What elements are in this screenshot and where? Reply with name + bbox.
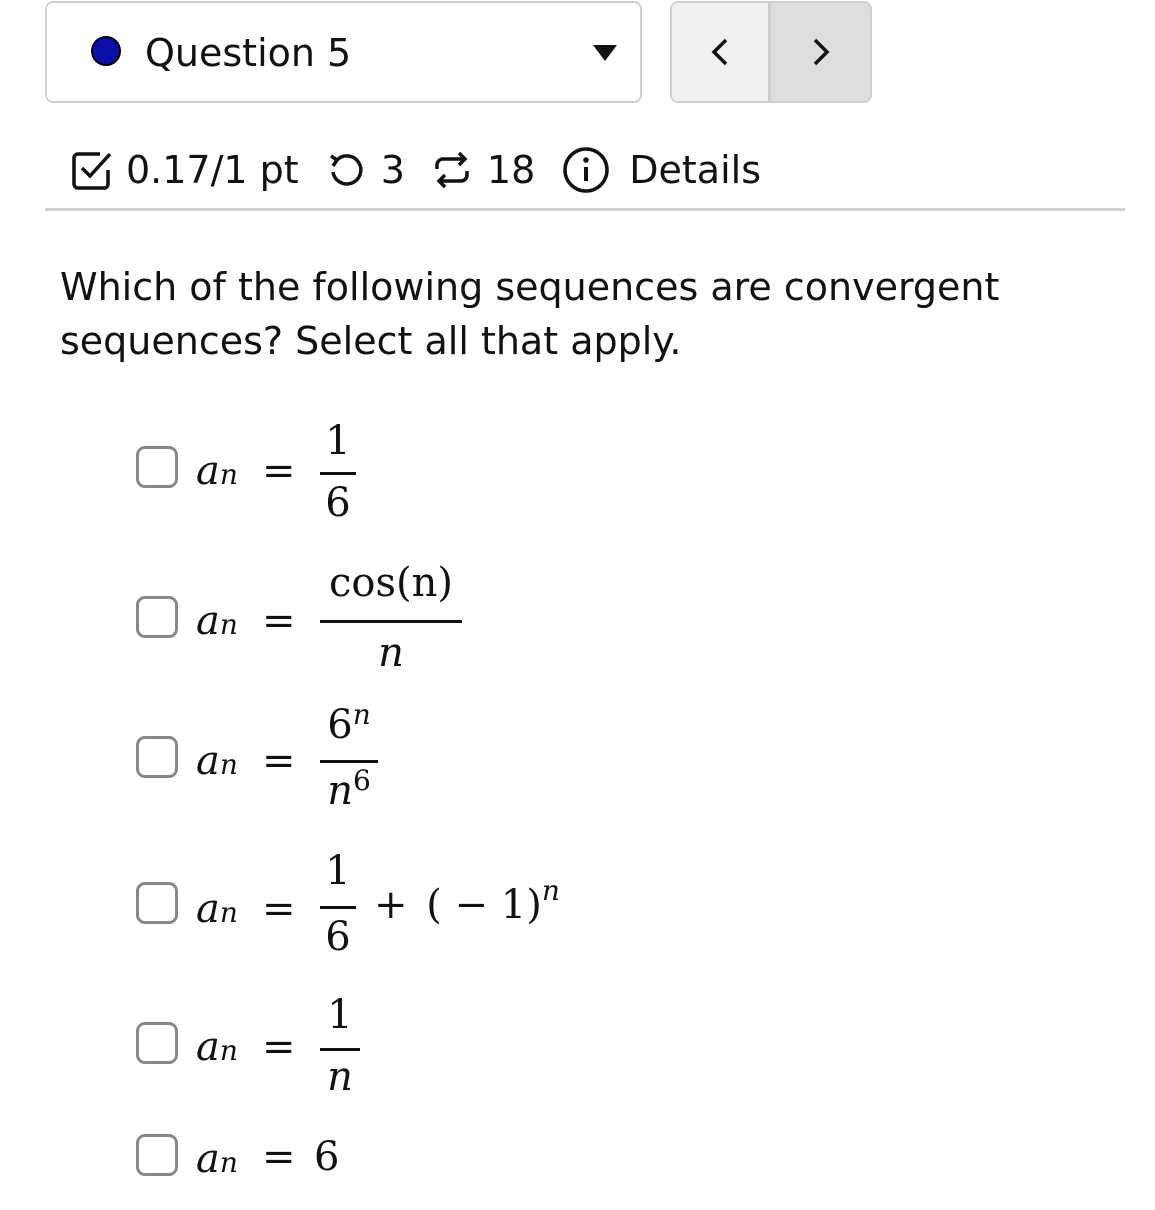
attempts-icon [431,149,473,191]
next-question-button[interactable] [771,3,870,101]
option-5[interactable] [136,992,396,1112]
option-4[interactable] [136,846,596,966]
score-text: 0.17/1 pt [126,148,299,192]
equals-sign: = [262,886,296,932]
chevron-right-icon [809,34,833,70]
option-lhs: an [196,1024,238,1070]
option-tail: + ( − 1)$^n$ [374,874,560,928]
equals-sign: = [262,598,296,644]
option-1[interactable] [136,418,396,538]
equals-sign: = [262,448,296,494]
header-divider [45,208,1125,211]
details-link[interactable]: Details [629,148,761,192]
question-meta [70,140,761,200]
option-checkbox[interactable] [136,1022,178,1064]
previous-question-button[interactable] [672,3,771,101]
equals-sign: = [262,1134,296,1180]
option-lhs: an [196,738,238,784]
question-navigation [670,1,872,103]
option-6[interactable] [136,1124,356,1194]
retries-count: 3 [380,148,405,192]
equals-sign: = [262,738,296,784]
option-value: 6 [314,1134,340,1180]
question-selector[interactable] [45,1,642,103]
option-3[interactable] [136,700,416,820]
option-lhs: an [196,598,238,644]
option-checkbox[interactable] [136,596,178,638]
option-fraction: cos(n) n [320,560,462,680]
question-label: Question 5 [145,31,352,75]
option-fraction: 1 6 [320,418,356,528]
option-lhs: an [196,1136,238,1182]
question-status-dot [91,36,121,66]
prompt-line-2: sequences? Select all that apply. [60,319,682,363]
option-checkbox[interactable] [136,882,178,924]
question-prompt [60,260,1100,368]
chevron-left-icon [708,34,732,70]
info-icon[interactable] [561,145,611,195]
option-2[interactable] [136,560,476,680]
option-checkbox[interactable] [136,1134,178,1176]
dropdown-caret-icon [593,45,617,61]
option-checkbox[interactable] [136,446,178,488]
attempts-count: 18 [486,148,536,192]
retry-icon [327,150,367,190]
option-fraction: 1 n [320,992,360,1102]
option-lhs: an [196,886,238,932]
option-fraction: 1 6 [320,846,356,964]
option-lhs: an [196,448,238,494]
prompt-line-1: Which of the following sequences are convergent [60,265,1000,309]
checkbox-score-icon [70,148,114,192]
equals-sign: = [262,1024,296,1070]
option-fraction: 6$^n$ $n^6$ [320,700,378,820]
option-checkbox[interactable] [136,736,178,778]
